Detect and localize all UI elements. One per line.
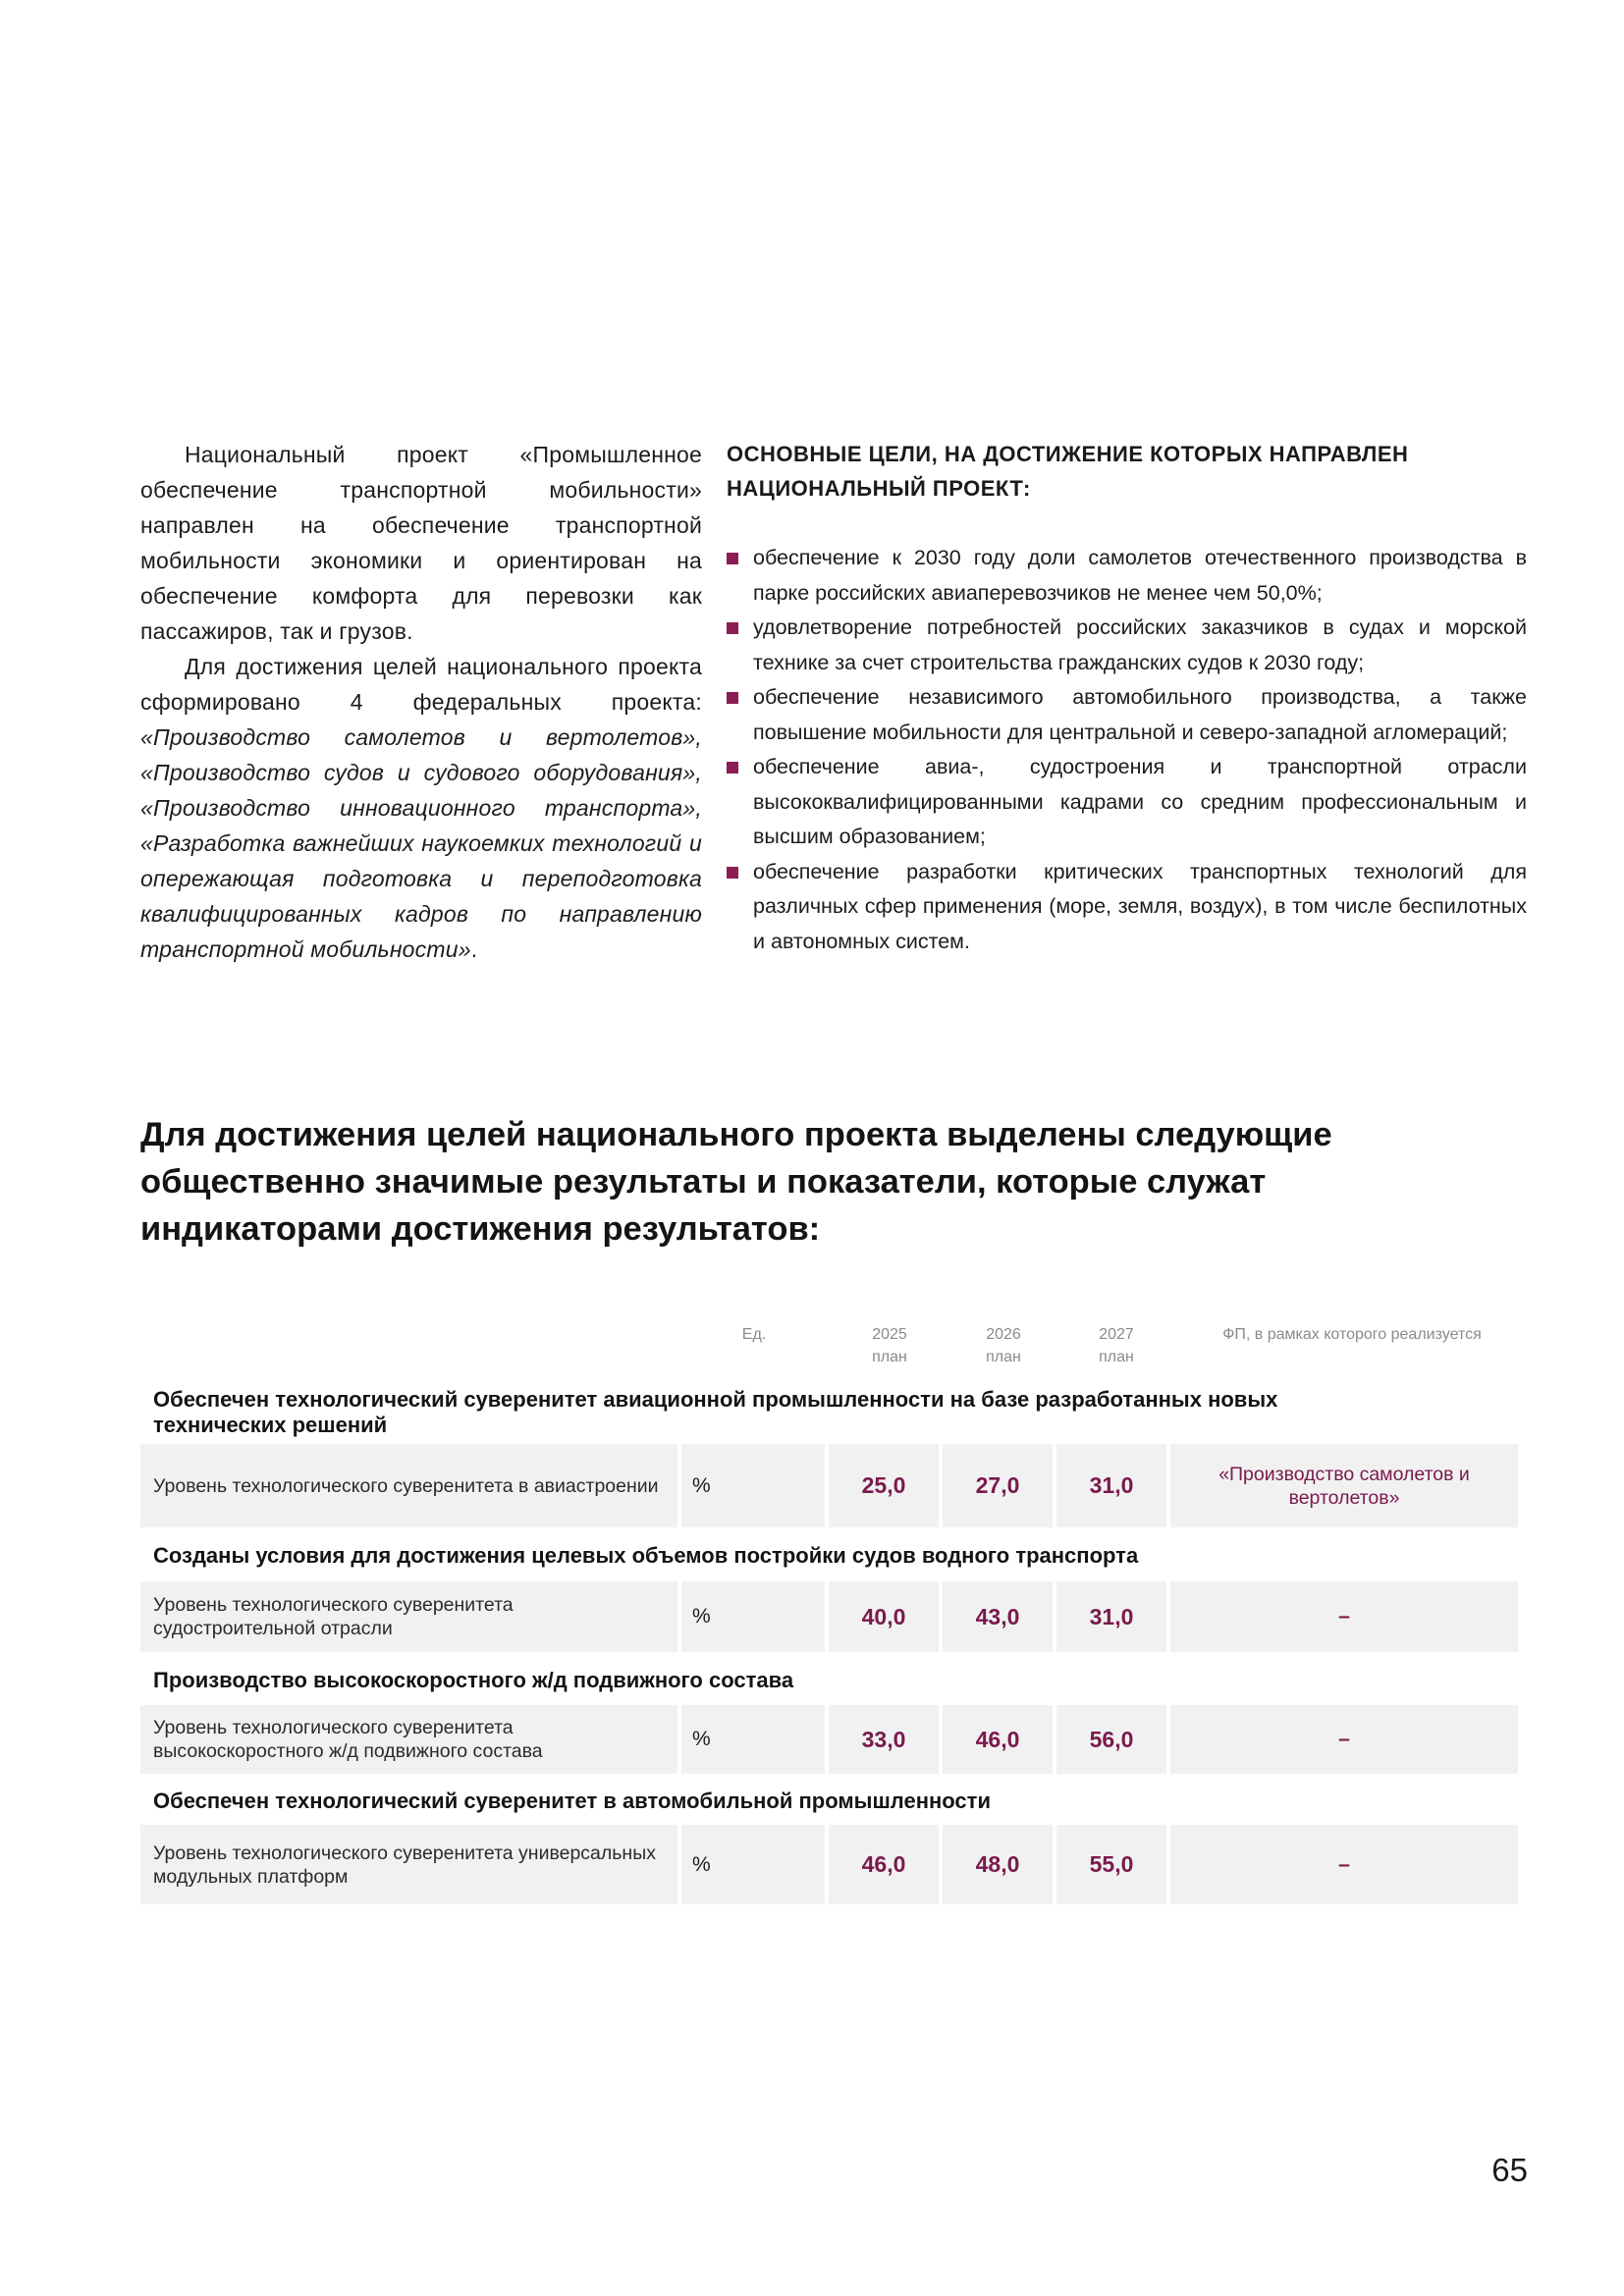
goal-item-text: обеспечение независимого автомобильного производства, а также повышение мобильности для центральной и северо-западной агломераций; xyxy=(753,685,1527,744)
header-2027-plan: план xyxy=(1099,1349,1134,1365)
goal-item xyxy=(727,611,1527,680)
header-2027-year: 2027 xyxy=(1099,1326,1134,1343)
square-bullet-icon xyxy=(727,692,738,704)
value-2027: 55,0 xyxy=(1056,1825,1166,1904)
goal-item xyxy=(727,855,1527,960)
header-unit: Ед. xyxy=(741,1326,767,1343)
table-row xyxy=(140,1581,1526,1652)
header-fp: ФП, в рамках которого реализуется xyxy=(1222,1326,1482,1343)
value-2026: 27,0 xyxy=(943,1444,1053,1527)
header-2026-year: 2026 xyxy=(986,1326,1021,1343)
federal-project-name: – xyxy=(1170,1825,1518,1904)
goal-item-text: удовлетворение потребностей российских заказчиков в судах и морской технике за счет строительства гражданских судов к 2030 году; xyxy=(753,615,1527,674)
square-bullet-icon xyxy=(727,622,738,634)
indicator-unit: % xyxy=(681,1581,825,1652)
goal-item xyxy=(727,541,1527,611)
section-title-automotive: Обеспечен технологический суверенитет в автомобильной промышленности xyxy=(153,1789,991,1813)
value-2025: 46,0 xyxy=(829,1825,939,1904)
results-heading: Для достижения целей национального проекта выделены следующие общественно значимые результаты и показатели, которые служат индикаторами достижения результатов: xyxy=(140,1116,1332,1248)
value-2026: 46,0 xyxy=(943,1705,1053,1774)
goals-block xyxy=(727,437,1527,959)
intro-paragraph-2-lead: Для достижения целей национального проекта сформировано 4 федеральных проекта: xyxy=(140,654,702,715)
header-2025-year: 2025 xyxy=(872,1326,907,1343)
header-2026 xyxy=(964,1323,1043,1368)
goal-item xyxy=(727,680,1527,750)
indicator-name: Уровень технологического суверенитета универсальных модульных платформ xyxy=(140,1825,677,1904)
goal-item-text: обеспечение авиа-, судостроения и транспортной отрасли высококвалифицированными кадрами со средним профессиональным и высшим образованием; xyxy=(753,755,1527,848)
section-title-aviation: Обеспечен технологический суверенитет авиационной промышленности на базе разработанных новых технических решений xyxy=(153,1387,1278,1437)
value-2027: 31,0 xyxy=(1056,1444,1166,1527)
value-2027: 56,0 xyxy=(1056,1705,1166,1774)
goal-item-text: обеспечение разработки критических транспортных технологий для различных сфер применения (море, земля, воздух), в том числе беспилотных и автономных систем. xyxy=(753,859,1527,953)
indicator-name: Уровень технологического суверенитета судостроительной отрасли xyxy=(140,1581,677,1652)
intro-text xyxy=(140,437,702,967)
value-2027: 31,0 xyxy=(1056,1581,1166,1652)
indicator-unit: % xyxy=(681,1444,825,1527)
value-2026: 48,0 xyxy=(943,1825,1053,1904)
page-number: 65 xyxy=(1491,2152,1528,2188)
square-bullet-icon xyxy=(727,867,738,879)
goals-title: ОСНОВНЫЕ ЦЕЛИ, НА ДОСТИЖЕНИЕ КОТОРЫХ НАПРАВЛЕН НАЦИОНАЛЬНЫЙ ПРОЕКТ: xyxy=(727,442,1409,501)
intro-paragraph-1: Национальный проект «Промышленное обеспечение транспортной мобильности» направлен на обеспечение транспортной мобильности экономики и ориентирован на обеспечение комфорта для перевозки как пассажиров, так и грузов. xyxy=(140,442,702,644)
indicator-name: Уровень технологического суверенитета в авиастроении xyxy=(140,1444,677,1527)
header-2027 xyxy=(1077,1323,1156,1368)
table-row xyxy=(140,1705,1526,1774)
value-2025: 25,0 xyxy=(829,1444,939,1527)
square-bullet-icon xyxy=(727,762,738,774)
goal-item xyxy=(727,750,1527,855)
indicator-unit: % xyxy=(681,1705,825,1774)
federal-project-name: – xyxy=(1170,1581,1518,1652)
intro-paragraph-2-end: . xyxy=(470,936,478,962)
federal-project-name: «Производство самолетов и вертолетов» xyxy=(1170,1444,1518,1527)
value-2025: 33,0 xyxy=(829,1705,939,1774)
square-bullet-icon xyxy=(727,553,738,564)
table-row xyxy=(140,1825,1526,1904)
federal-projects-list: «Производство самолетов и вертолетов», «Производство судов и судового оборудования», «Производство инновационного транспорта», «Разработка важнейших наукоемких технологий и опережающая подготовка и переподготовка квалифицированных кадров по направлению транспортной мобильности» xyxy=(140,724,702,962)
section-title-railway: Производство высокоскоростного ж/д подвижного состава xyxy=(153,1668,794,1692)
value-2025: 40,0 xyxy=(829,1581,939,1652)
header-2025-plan: план xyxy=(872,1349,907,1365)
indicator-unit: % xyxy=(681,1825,825,1904)
intro-paragraph-2 xyxy=(140,649,702,967)
value-2026: 43,0 xyxy=(943,1581,1053,1652)
goal-item-text: обеспечение к 2030 году доли самолетов отечественного производства в парке российских авиаперевозчиков не менее чем 50,0%; xyxy=(753,546,1527,605)
indicator-name: Уровень технологического суверенитета высокоскоростного ж/д подвижного состава xyxy=(140,1705,677,1774)
goals-list xyxy=(727,541,1527,959)
header-2025 xyxy=(850,1323,929,1368)
header-2026-plan: план xyxy=(986,1349,1021,1365)
federal-project-name: – xyxy=(1170,1705,1518,1774)
section-title-shipbuilding: Созданы условия для достижения целевых объемов постройки судов водного транспорта xyxy=(153,1543,1139,1568)
table-row xyxy=(140,1444,1526,1527)
